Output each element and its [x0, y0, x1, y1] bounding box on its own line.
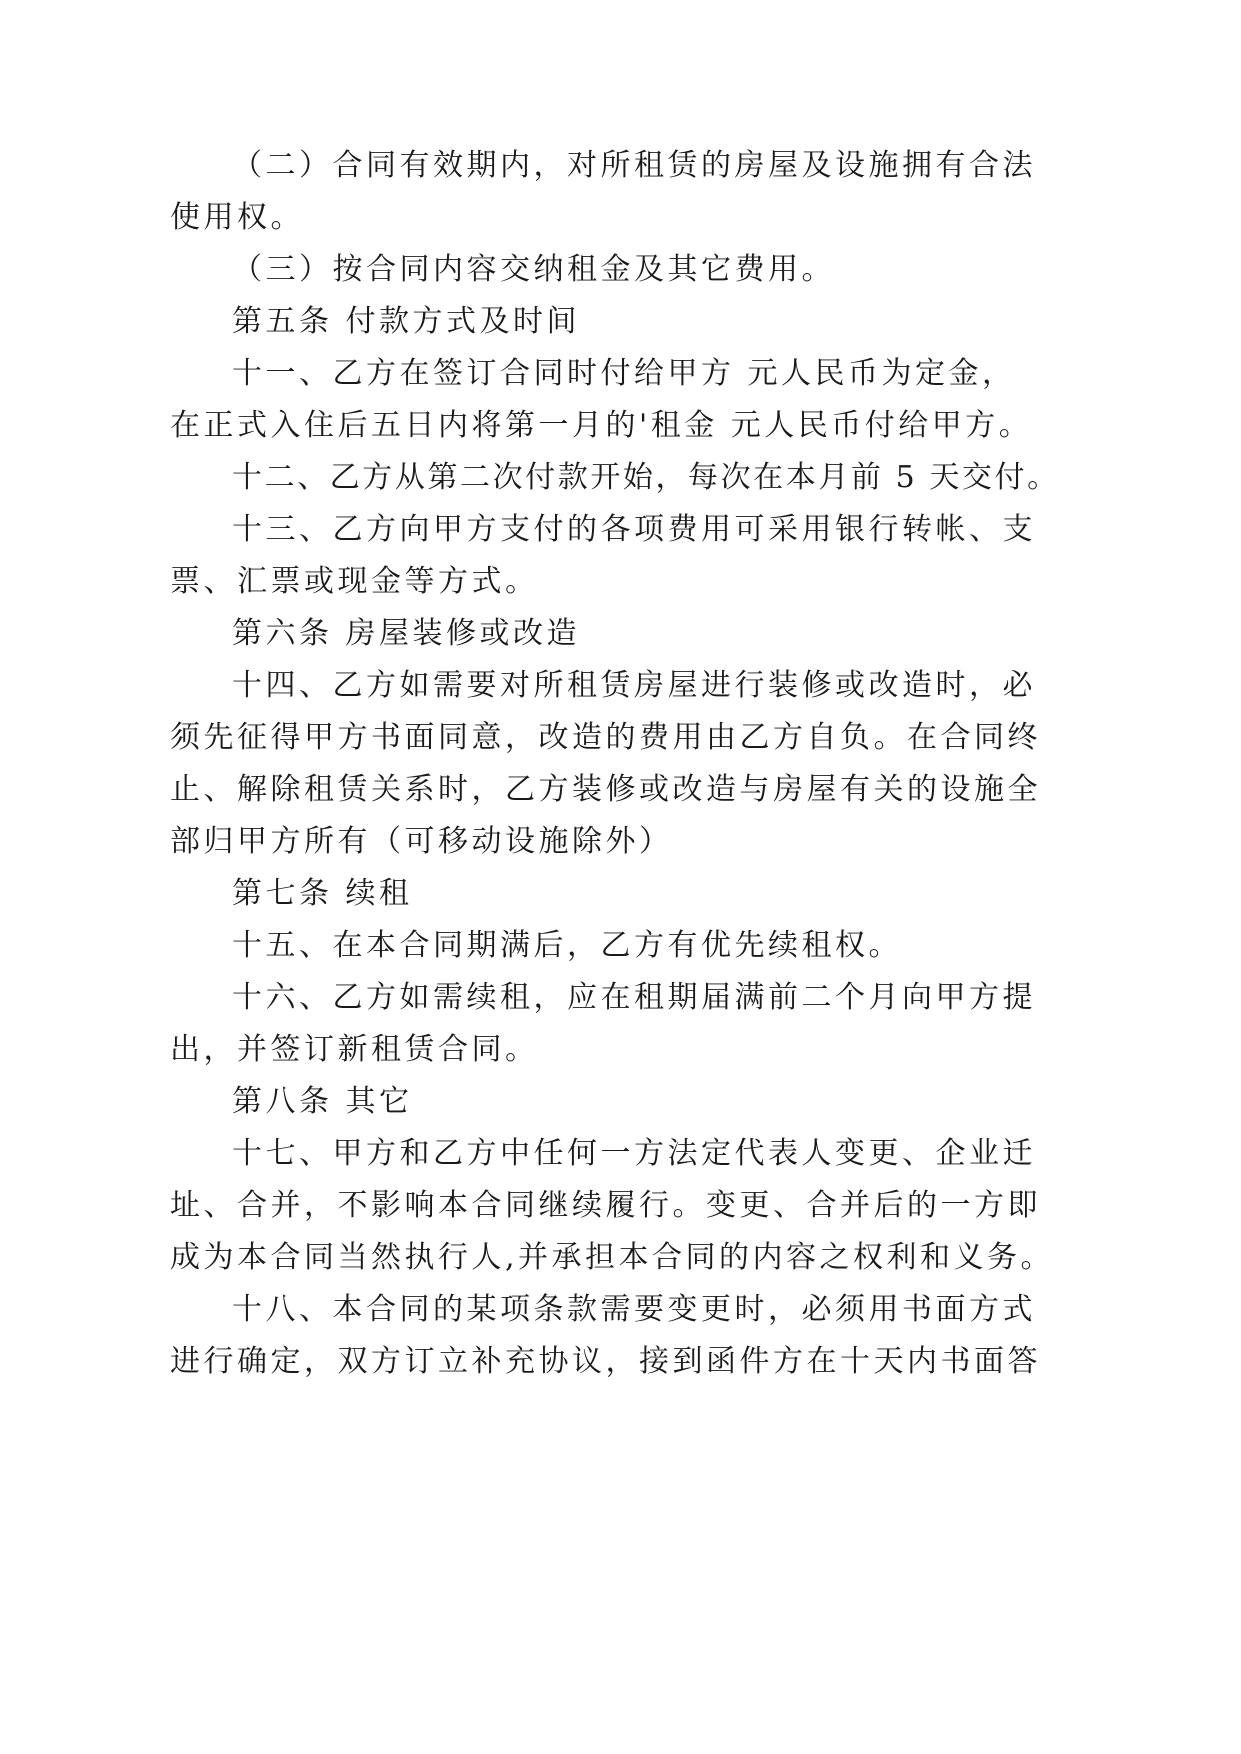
paragraph-line: （二）合同有效期内，对所租赁的房屋及设施拥有合法	[232, 148, 1036, 183]
section-heading: 第七条 续租	[232, 876, 413, 911]
paragraph-line: 在正式入住后五日内将第一月的'租金 元人民币付给甲方。	[170, 408, 1033, 443]
paragraph-line: 使用权。	[170, 200, 304, 235]
paragraph-line: 十八、本合同的某项条款需要变更时，必须用书面方式	[232, 1292, 1036, 1327]
paragraph-line: 十二、乙方从第二次付款开始，每次在本月前 5 天交付。	[232, 460, 1060, 495]
paragraph-line: 须先征得甲方书面同意，改造的费用由乙方自负。在合同终	[170, 720, 1041, 755]
paragraph-line: 止、解除租赁关系时，乙方装修或改造与房屋有关的设施全	[170, 772, 1041, 807]
paragraph-line: 十七、甲方和乙方中任何一方法定代表人变更、企业迁	[232, 1136, 1036, 1171]
paragraph-line: 票、汇票或现金等方式。	[170, 564, 539, 599]
paragraph-line: 十五、在本合同期满后，乙方有优先续租权。	[232, 928, 902, 963]
section-heading: 第六条 房屋装修或改造	[232, 616, 581, 651]
paragraph-line: 出，并签订新租赁合同。	[170, 1032, 539, 1067]
paragraph-line: 十四、乙方如需要对所租赁房屋进行装修或改造时，必	[232, 668, 1036, 703]
paragraph-line: 十一、乙方在签订合同时付给甲方 元人民币为定金，	[232, 356, 1016, 391]
paragraph-line: 部归甲方所有（可移动设施除外）	[170, 824, 673, 859]
paragraph-line: 十三、乙方向甲方支付的各项费用可采用银行转帐、支	[232, 512, 1036, 547]
paragraph-line: 十六、乙方如需续租，应在租期届满前二个月向甲方提	[232, 980, 1036, 1015]
paragraph-line: 址、合并，不影响本合同继续履行。变更、合并后的一方即	[170, 1188, 1041, 1223]
paragraph-line: （三）按合同内容交纳租金及其它费用。	[232, 252, 835, 287]
section-heading: 第五条 付款方式及时间	[232, 304, 581, 339]
paragraph-line: 成为本合同当然执行人,并承担本合同的内容之权利和义务。	[170, 1240, 1055, 1275]
section-heading: 第八条 其它	[232, 1084, 413, 1119]
paragraph-line: 进行确定，双方订立补充协议，接到函件方在十天内书面答	[170, 1344, 1041, 1379]
